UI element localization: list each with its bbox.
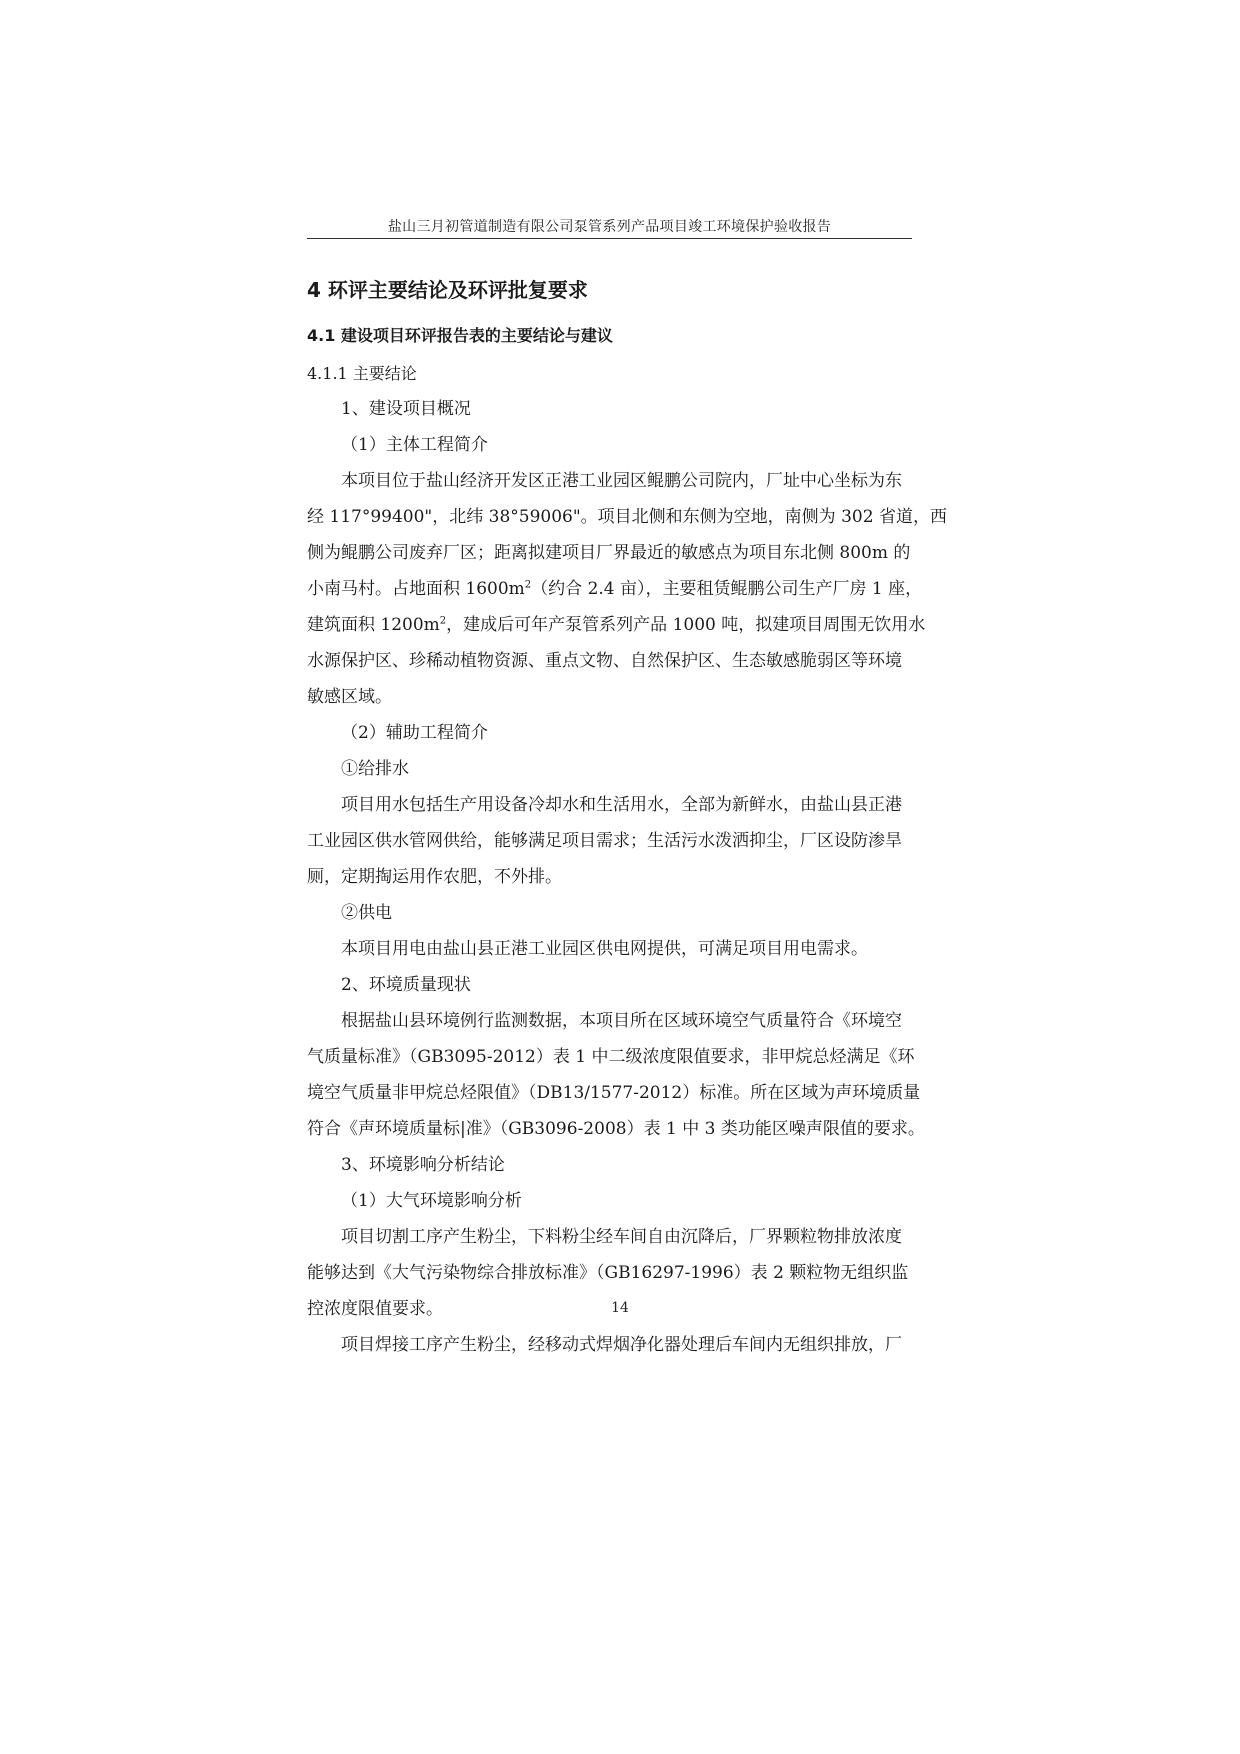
item-heading-water: ①给排水 bbox=[341, 759, 409, 779]
paragraph-line: 境空气质量非甲烷总烃限值》（DB13/1577-2012）标准。所在区域为声环境质量 bbox=[307, 1083, 921, 1103]
item-heading-3: 3、环境影响分析结论 bbox=[341, 1155, 505, 1175]
item-heading-1-1: （1）主体工程简介 bbox=[341, 435, 488, 455]
text-span: 小南马村。占地面积 1600m bbox=[307, 579, 525, 599]
superscript: 2 bbox=[524, 579, 532, 591]
header-rule bbox=[307, 238, 912, 239]
paragraph-line: 经 117°99400"，北纬 38°59006"。项目北侧和东侧为空地，南侧为 302 省道，西 bbox=[307, 507, 947, 527]
paragraph-line: 项目用水包括生产用设备冷却水和生活用水，全部为新鲜水，由盐山县正港 bbox=[341, 795, 902, 815]
item-heading-2: 2、环境质量现状 bbox=[341, 975, 471, 995]
paragraph-line: 项目焊接工序产生粉尘，经移动式焊烟净化器处理后车间内无组织排放，厂 bbox=[341, 1335, 902, 1355]
superscript: 2 bbox=[439, 615, 447, 627]
text-span: 建筑面积 1200m bbox=[307, 615, 440, 635]
paragraph-line bbox=[307, 573, 923, 606]
paragraph-line: 敏感区域。 bbox=[307, 687, 392, 707]
paragraph-line: 本项目用电由盐山县正港工业园区供电网提供，可满足项目用电需求。 bbox=[341, 939, 868, 959]
paragraph-line: 气质量标准》（GB3095-2012）表 1 中二级浓度限值要求，非甲烷总烃满足《环 bbox=[307, 1047, 915, 1067]
paragraph-line: 能够达到《大气污染物综合排放标准》（GB16297-1996）表 2 颗粒物无组织监 bbox=[307, 1263, 909, 1283]
paragraph-line: 符合《声环境质量标|准》（GB3096-2008）表 1 中 3 类功能区噪声限值的要求。 bbox=[307, 1119, 925, 1139]
main-content bbox=[307, 270, 947, 1365]
subsection-heading: 4.1.1 主要结论 bbox=[307, 364, 417, 383]
item-heading-power: ②供电 bbox=[341, 903, 392, 923]
item-heading-1: 1、建设项目概况 bbox=[341, 399, 471, 419]
chapter-heading: 4 环评主要结论及环评批复要求 bbox=[307, 278, 588, 302]
item-heading-1-2: （2）辅助工程简介 bbox=[341, 723, 488, 743]
paragraph-line: 工业园区供水管网供给，能够满足项目需求；生活污水泼洒抑尘，厂区设防渗旱 bbox=[307, 831, 902, 851]
paragraph-line: 本项目位于盐山经济开发区正港工业园区鲲鹏公司院内，厂址中心坐标为东 bbox=[341, 471, 902, 491]
paragraph-line: 根据盐山县环境例行监测数据，本项目所在区域环境空气质量符合《环境空 bbox=[341, 1011, 902, 1031]
text-span: ，建成后可年产泵管系列产品 1000 吨，拟建项目周围无饮用水 bbox=[446, 615, 926, 635]
text-span: （约合 2.4 亩），主要租赁鲲鹏公司生产厂房 1 座， bbox=[531, 579, 923, 599]
item-heading-3-1: （1）大气环境影响分析 bbox=[341, 1191, 522, 1211]
paragraph-line bbox=[307, 609, 926, 642]
paragraph-line: 厕，定期掏运用作农肥，不外排。 bbox=[307, 867, 562, 887]
section-heading: 4.1 建设项目环评报告表的主要结论与建议 bbox=[307, 326, 613, 345]
paragraph-line: 水源保护区、珍稀动植物资源、重点文物、自然保护区、生态敏感脆弱区等环境 bbox=[307, 651, 902, 671]
paragraph-line: 侧为鲲鹏公司废弃厂区；距离拟建项目厂界最近的敏感点为项目东北侧 800m 的 bbox=[307, 543, 911, 563]
running-header: 盐山三月初管道制造有限公司泵管系列产品项目竣工环境保护验收报告 bbox=[387, 219, 832, 235]
paragraph-line: 控浓度限值要求。 bbox=[307, 1299, 443, 1319]
page-number: 14 bbox=[611, 1300, 629, 1316]
paragraph-line: 项目切割工序产生粉尘，下料粉尘经车间自由沉降后，厂界颗粒物排放浓度 bbox=[341, 1227, 902, 1247]
